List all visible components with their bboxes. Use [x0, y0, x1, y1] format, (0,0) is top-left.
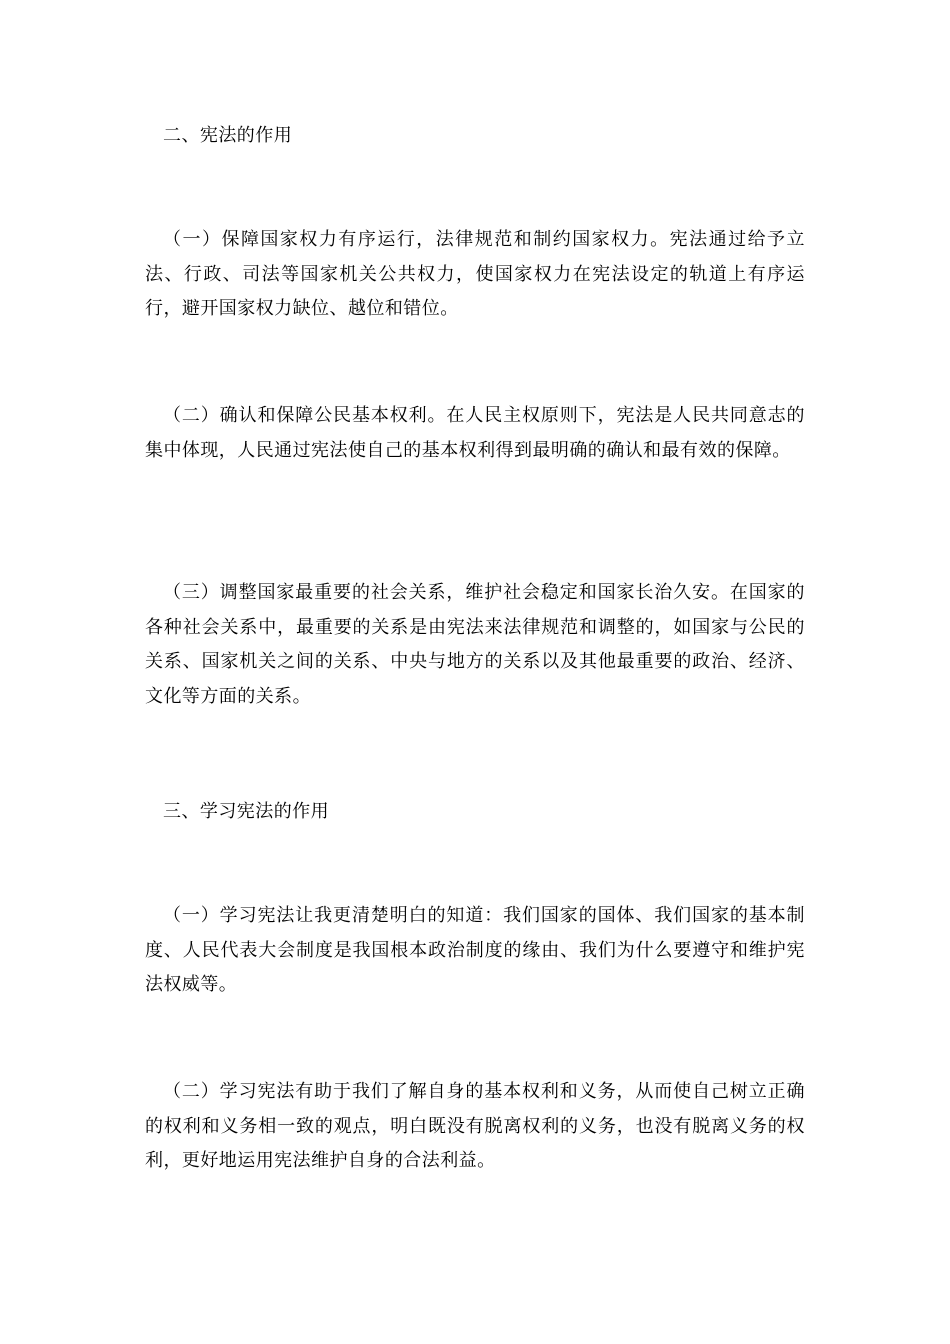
- paragraph-social-relations: （三）调整国家最重要的社会关系，维护社会稳定和国家长治久安。在国家的各种社会关系中，最重要的关系是由宪法来法律规范和调整的，如国家与公民的关系、国家机关之间的关系、中央与地方的关系以及其他最重要的政治、经济、文化等方面的关系。: [145, 582, 805, 707]
- section-heading-constitution-role: 二、宪法的作用: [163, 125, 293, 146]
- paragraph-state-power: （一）保障国家权力有序运行，法律规范和制约国家权力。宪法通过给予立法、行政、司法等国家机关公共权力，使国家权力在宪法设定的轨道上有序运行，避开国家权力缺位、越位和错位。: [145, 229, 805, 319]
- paragraph-citizen-rights: （二）确认和保障公民基本权利。在人民主权原则下，宪法是人民共同意志的集中体现，人民通过宪法使自己的基本权利得到最明确的确认和最有效的保障。: [145, 405, 805, 461]
- section-heading-studying-constitution: 三、学习宪法的作用: [163, 801, 330, 822]
- paragraph-study-knowledge: （一）学习宪法让我更清楚明白的知道：我们国家的国体、我们国家的基本制度、人民代表大会制度是我国根本政治制度的缘由、我们为什么要遵守和维护宪法权威等。: [145, 905, 805, 995]
- paragraph-study-rights-duties: （二）学习宪法有助于我们了解自身的基本权利和义务，从而使自己树立正确的权利和义务相一致的观点，明白既没有脱离权利的义务，也没有脱离义务的权利，更好地运用宪法维护自身的合法利益。: [145, 1081, 805, 1171]
